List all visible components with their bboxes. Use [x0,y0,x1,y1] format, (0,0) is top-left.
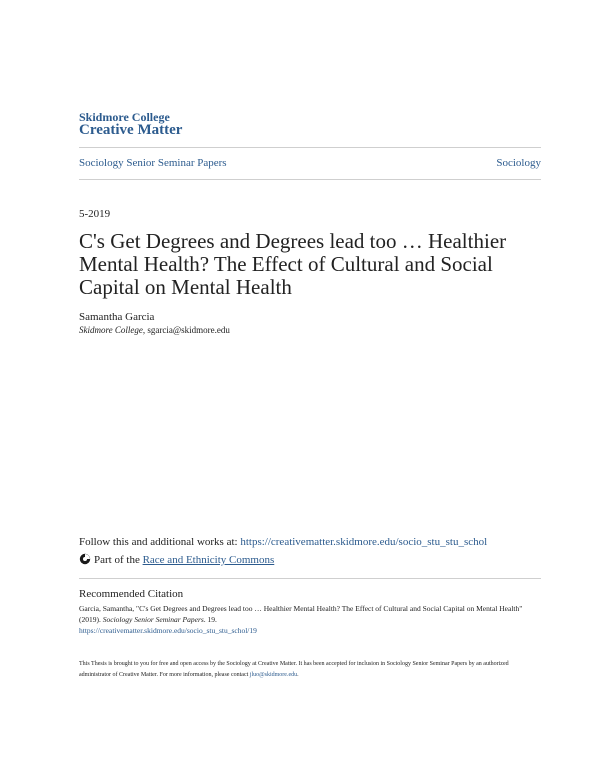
institution-name[interactable]: Skidmore College [79,110,170,124]
follow-line [79,536,487,548]
citation-text [79,603,541,636]
author-name: Samantha Garcia [79,311,155,323]
citation-number: . 19. [203,615,217,624]
part-of-line [79,553,274,566]
repository-name[interactable]: Creative Matter [79,122,183,138]
collection-url-link[interactable]: https://creativematter.skidmore.edu/socio_stu_stu_schol [240,536,488,548]
citation-url-link[interactable]: https://creativematter.skidmore.edu/socio_stu_stu_schol/19 [79,626,257,635]
publication-date: 5-2019 [79,208,111,220]
affiliation-email: , sgarcia@skidmore.edu [142,325,230,335]
contact-email-link[interactable]: jluo@skidmore.edu [249,672,298,678]
access-statement [79,659,541,681]
header-divider [79,147,541,148]
department-link[interactable]: Sociology [496,157,541,169]
follow-label: Follow this and additional works at: [79,536,241,548]
commons-link[interactable]: Race and Ethnicity Commons [142,554,275,566]
affiliation-institution: Skidmore College [79,325,143,335]
citation-body: Garcia, Samantha, "C's Get Degrees and Degrees lead too … Healthier Mental Health? The Effect of Cultural and Social Capital on Mental Health" (2019). [79,604,523,624]
paper-title: C's Get Degrees and Degrees lead too … Healthier Mental Health? The Effect of Cultural and Social Capital on Mental Health [79,229,507,299]
bepress-network-icon [79,553,91,565]
author-affiliation [79,325,230,335]
access-statement-end: . [297,672,299,678]
citation-series: Sociology Senior Seminar Papers [102,615,204,624]
access-statement-text: This Thesis is brought to you for free and open access by the Sociology at Creative Matter. It has been accepted for inclusion in Sociology Senior Seminar Papers by an authorized administrator of Creative Matter. For more information, please contact [79,661,509,678]
recommended-citation-heading: Recommended Citation [79,588,184,600]
nav-divider [79,179,541,180]
series-link[interactable]: Sociology Senior Seminar Papers [79,157,227,169]
citation-divider [79,578,541,579]
part-of-label: Part of the [94,554,143,566]
